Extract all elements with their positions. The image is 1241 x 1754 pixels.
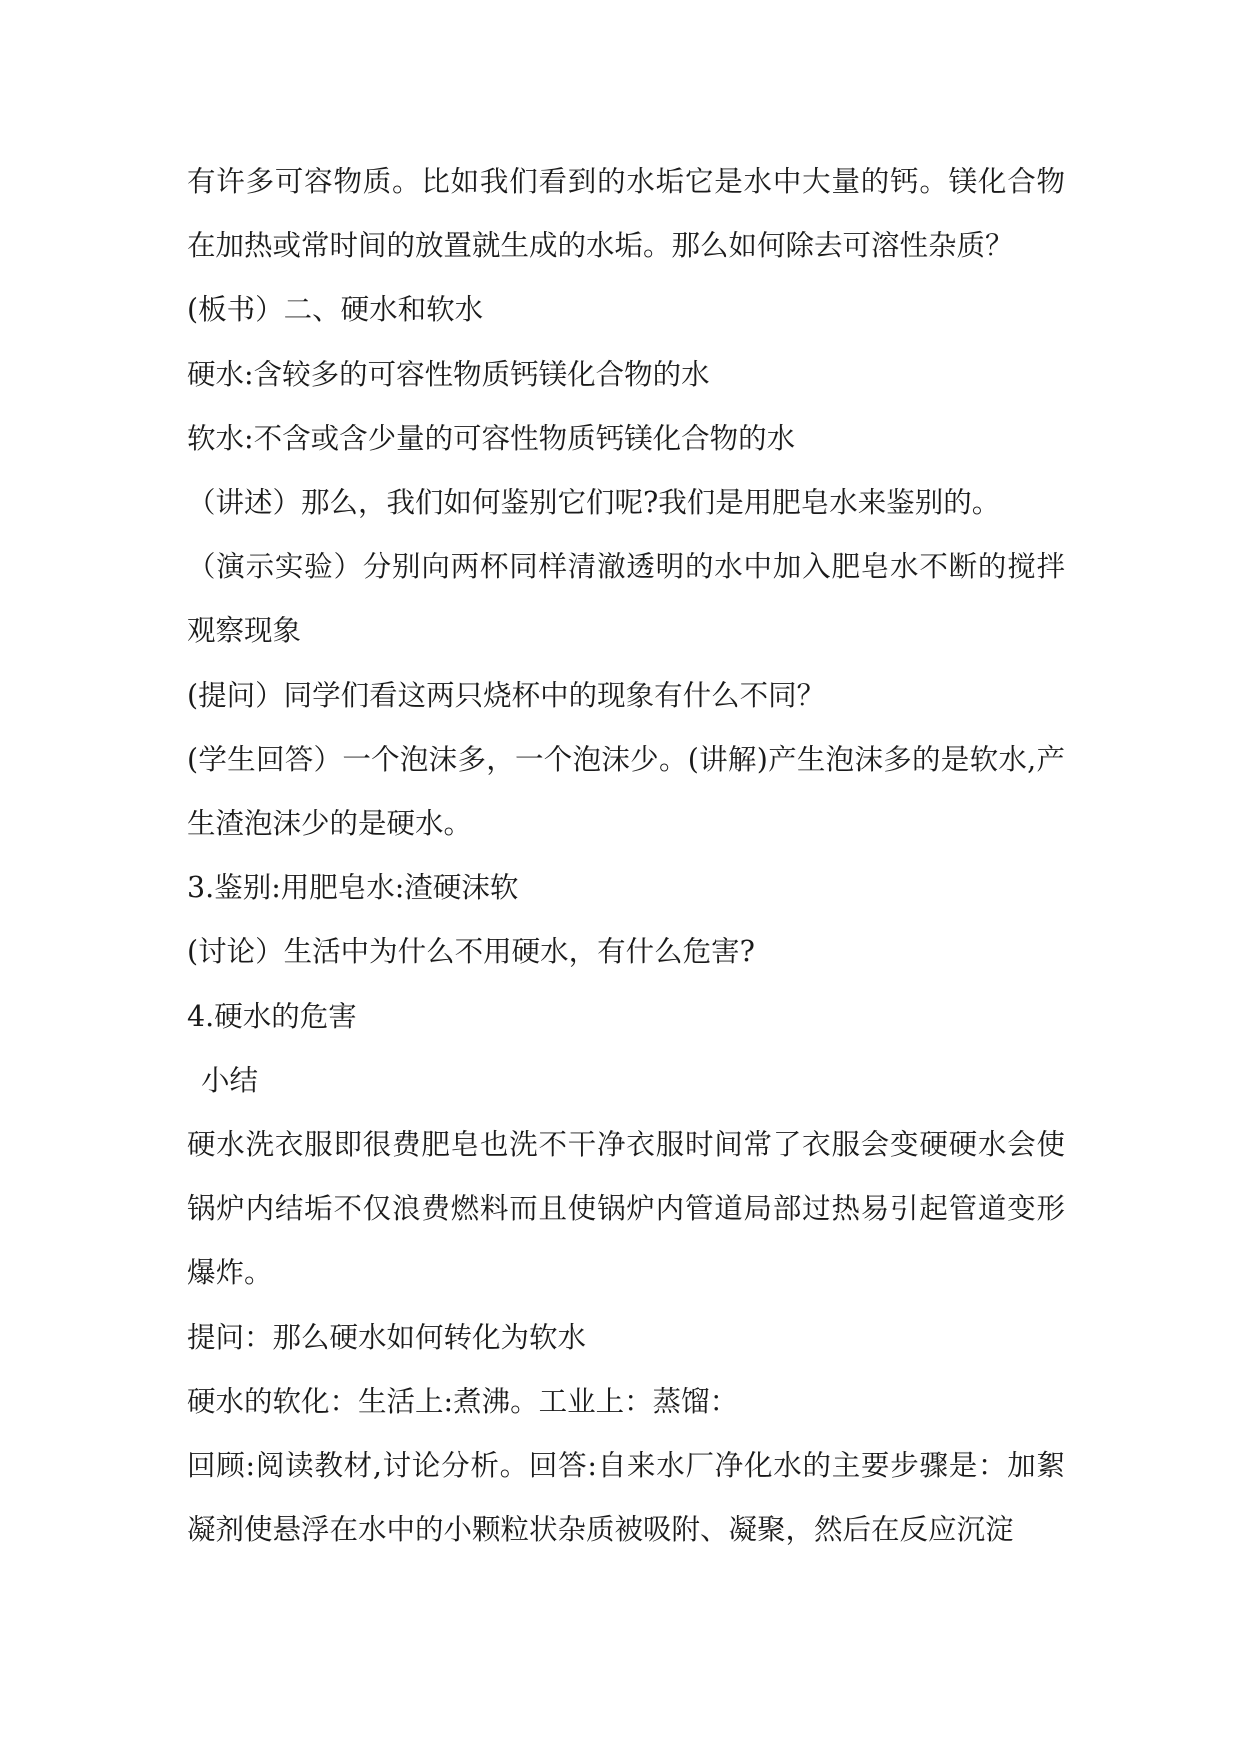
paragraph: 4.硬水的危害 bbox=[187, 999, 357, 1033]
paragraph: 硬水洗衣服即很费肥皂也洗不干净衣服时间常了衣服会变硬硬水会使锅炉内结垢不仅浪费燃料而且使锅炉内管道局部过热易引起管道变形爆炸。 bbox=[187, 1128, 1065, 1290]
paragraph: 3.鉴别:用肥皂水:渣硬沫软 bbox=[187, 871, 519, 905]
paragraph: (板书）二、硬水和软水 bbox=[187, 293, 484, 327]
paragraph: （演示实验）分别向两杯同样清澈透明的水中加入肥皂水不断的搅拌观察现象 bbox=[187, 550, 1065, 648]
paragraph: 软水:不含或含少量的可容性物质钙镁化合物的水 bbox=[187, 421, 796, 455]
paragraph: 硬水的软化：生活上:煮沸。工业上：蒸馏： bbox=[187, 1384, 739, 1418]
paragraph: 硬水:含较多的可容性物质钙镁化合物的水 bbox=[187, 357, 710, 391]
section-heading: 小结 bbox=[201, 1063, 259, 1097]
paragraph: (学生回答）一个泡沫多，一个泡沫少。(讲解)产生泡沫多的是软水,产生渣泡沫少的是硬水。 bbox=[187, 742, 1065, 841]
document-body bbox=[187, 150, 1065, 1562]
paragraph: 有许多可容物质。比如我们看到的水垢它是水中大量的钙。镁化合物在加热或常时间的放置就生成的水垢。那么如何除去可溶性杂质？ bbox=[187, 165, 1065, 263]
paragraph: 提问：那么硬水如何转化为软水 bbox=[187, 1320, 587, 1354]
paragraph: (讨论）生活中为什么不用硬水，有什么危害? bbox=[187, 935, 755, 969]
paragraph: (提问）同学们看这两只烧杯中的现象有什么不同？ bbox=[187, 678, 826, 712]
paragraph: （讲述）那么，我们如何鉴别它们呢?我们是用肥皂水来鉴别的。 bbox=[187, 486, 1001, 520]
paragraph: 回顾:阅读教材,讨论分析。回答:自来水厂净化水的主要步骤是：加絮凝剂使悬浮在水中的小颗粒状杂质被吸附、凝聚，然后在反应沉淀 bbox=[187, 1449, 1065, 1547]
